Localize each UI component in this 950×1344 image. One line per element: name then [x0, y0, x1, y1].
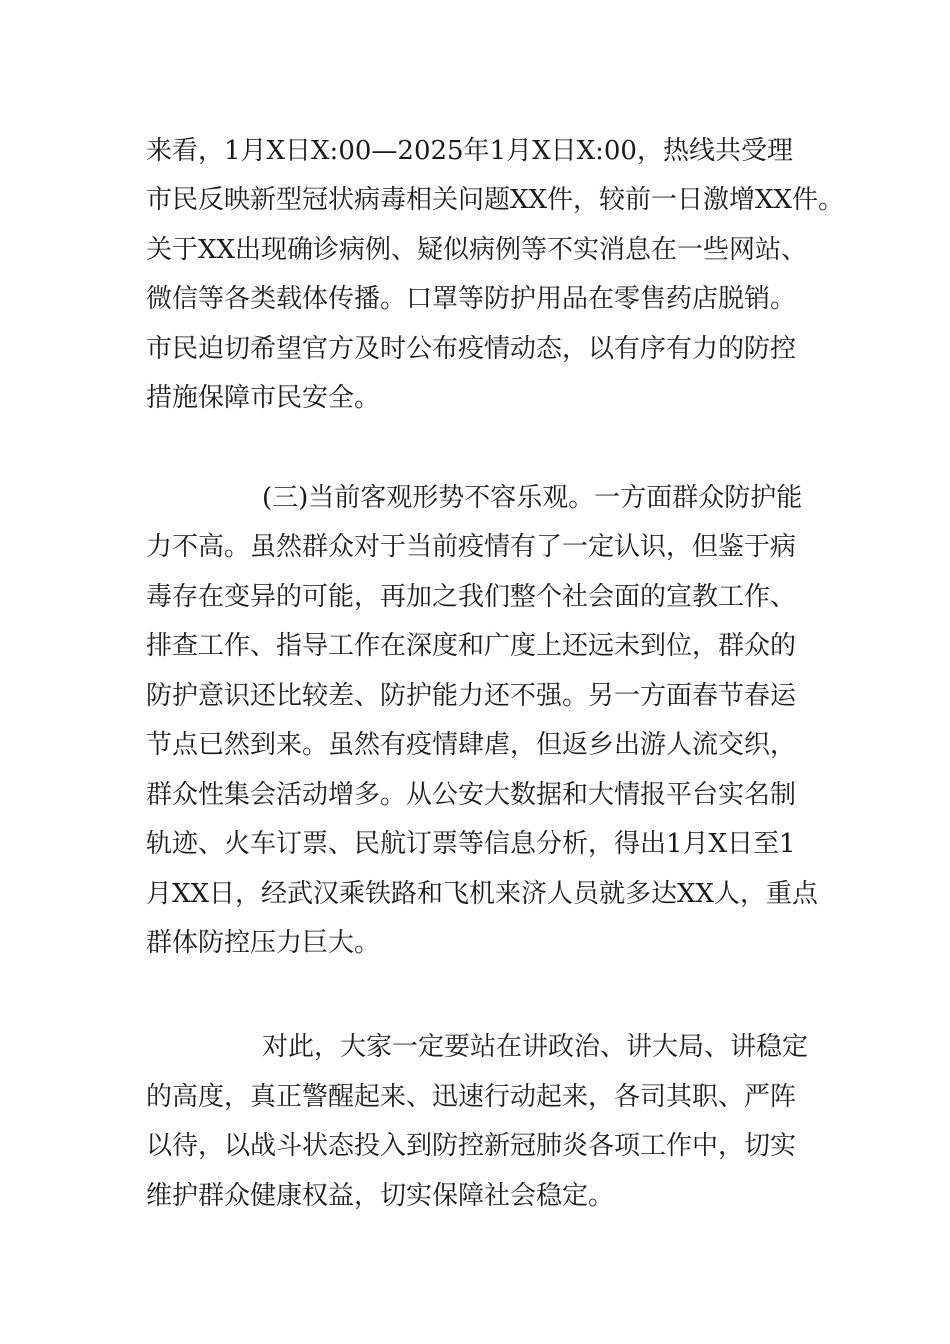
text-line: 排查工作、指导工作在深度和广度上还远未到位，群众的 — [146, 631, 797, 661]
text-line: 市民反映新型冠状病毒相关问题XX件，较前一日激增XX件。 — [146, 185, 845, 215]
text-line: 市民迫切希望官方及时公布疫情动态，以有序有力的防控 — [146, 334, 797, 364]
text-line: 微信等各类载体传播。口罩等防护用品在零售药店脱销。 — [146, 284, 797, 314]
text-line: 对此，大家一定要站在讲政治、讲大局、讲稳定 — [262, 1032, 809, 1062]
text-line: (三)当前客观形势不容乐观。一方面群众防护能 — [262, 483, 803, 513]
text-line: 以待，以战斗状态投入到防控新冠肺炎各项工作中，切实 — [146, 1131, 797, 1161]
text-line: 防护意识还比较差、防护能力还不强。另一方面春节春运 — [146, 681, 797, 711]
text-line: 节点已然到来。虽然有疫情肆虐，但返乡出游人流交织， — [146, 730, 797, 760]
text-line: 月XX日，经武汉乘铁路和飞机来济人员就多达XX人，重点 — [146, 879, 819, 909]
text-line: 维护群众健康权益，切实保障社会稳定。 — [146, 1181, 615, 1211]
text-line: 关于XX出现确诊病例、疑似病例等不实消息在一些网站、 — [146, 235, 808, 265]
text-line: 轨迹、火车订票、民航订票等信息分析，得出1月X日至1 — [146, 829, 796, 859]
text-line: 群众性集会活动增多。从公安大数据和大情报平台实名制 — [146, 780, 797, 810]
text-line: 群体防控压力巨大。 — [146, 928, 381, 958]
text-line: 毒存在变异的可能，再加之我们整个社会面的宣教工作、 — [146, 582, 797, 612]
text-line: 的高度，真正警醒起来、迅速行动起来，各司其职、严阵 — [146, 1082, 797, 1112]
text-line: 来看，1月X日X:00—2025年1月X日X:00，热线共受理 — [146, 136, 793, 166]
text-line: 措施保障市民安全。 — [146, 383, 381, 413]
text-line: 力不高。虽然群众对于当前疫情有了一定认识，但鉴于病 — [146, 532, 797, 562]
